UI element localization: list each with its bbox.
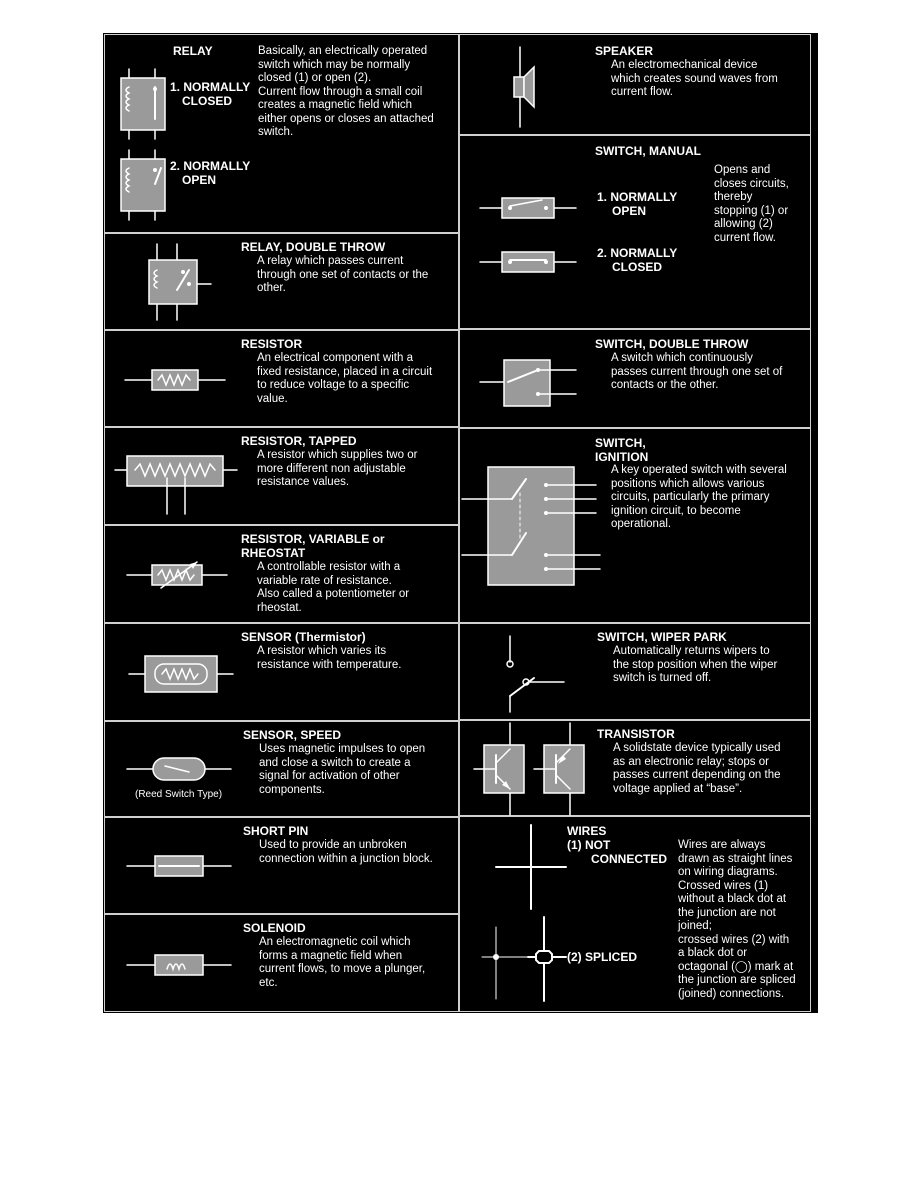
switch-ignition-symbol	[462, 463, 602, 589]
panel-solenoid	[104, 914, 459, 1012]
panel-sensor-speed	[104, 721, 459, 817]
resistor-variable-description: A controllable resistor with a variable rate of resistance. Also called a potentiometer or rheostat.	[257, 561, 410, 614]
sensor-speed-caption: (Reed Switch Type)	[135, 789, 223, 800]
panel-resistor	[104, 330, 459, 427]
panel-transistor	[459, 720, 811, 816]
relay-open-symbol	[115, 150, 165, 220]
switch-manual-closed-label: 2. NORMALLY CLOSED	[597, 246, 678, 274]
resistor-tapped-description: A resistor which supplies two or more different non adjustable resistance values.	[257, 449, 418, 488]
solenoid-symbol	[127, 953, 231, 977]
solenoid-description: An electromagnetic coil which forms a magnetic field when current flows, to move a plunger, etc.	[259, 936, 426, 989]
transistor-description: A solidstate device typically used as an electronic relay; stops or passes current depending on the voltage applied at “base”.	[613, 742, 781, 795]
panel-switch-ignition	[459, 428, 811, 623]
wires-description: Wires are always drawn as straight lines on wiring diagrams. Crossed wires (1) without a black dot at the junction are not joined; crossed wires (2) with a black dot or octagonal (◯) mark at the junction are spliced (joined) connections.	[678, 839, 796, 1000]
relay-open-label: 2. NORMALLY OPEN	[170, 159, 251, 187]
speaker-description: An electromechanical device which creates sound waves from current flow.	[611, 59, 778, 98]
sensor-speed-title: SENSOR, SPEED	[243, 728, 342, 742]
panel-resistor-tapped	[104, 427, 459, 525]
transistor-npn-symbol	[474, 723, 534, 815]
panel-switch-manual	[459, 135, 811, 329]
panel-relay	[104, 34, 459, 233]
switch-normally-closed-symbol	[480, 250, 576, 274]
switch-manual-title: SWITCH, MANUAL	[595, 144, 701, 158]
speaker-symbol	[510, 47, 540, 127]
switch-manual-open-label: 1. NORMALLY OPEN	[597, 190, 678, 218]
panel-relay-double-throw	[104, 233, 459, 330]
switch-wiper-park-title: SWITCH, WIPER PARK	[597, 630, 727, 644]
transistor-pnp-symbol	[534, 723, 594, 815]
speaker-title: SPEAKER	[595, 44, 654, 58]
switch-ignition-description: A key operated switch with several positions which allows various circuits, particularly the primary ignition circuit, to become operational.	[611, 464, 787, 530]
switch-manual-description: Opens and closes circuits, thereby stopping (1) or allowing (2) current flow.	[714, 164, 789, 244]
symbol-reference-sheet	[103, 33, 818, 1013]
relay-double-throw-description: A relay which passes current through one set of contacts or the other.	[257, 255, 429, 294]
panel-switch-wiper-park	[459, 623, 811, 720]
sensor-thermistor-symbol	[129, 654, 233, 694]
switch-wiper-park-symbol	[500, 636, 570, 712]
sensor-speed-symbol	[127, 756, 231, 782]
switch-double-throw-description: A switch which continuously passes current through one set of contacts or the other.	[611, 352, 783, 391]
relay-double-throw-symbol	[143, 244, 213, 320]
relay-closed-label: 1. NORMALLY CLOSED	[170, 80, 251, 108]
resistor-symbol	[125, 368, 225, 392]
panel-switch-double-throw	[459, 329, 811, 428]
panel-sensor-thermistor	[104, 623, 459, 721]
resistor-tapped-symbol	[115, 452, 237, 514]
relay-closed-symbol	[115, 69, 165, 139]
switch-normally-open-symbol	[480, 196, 576, 220]
wires-not-connected-label: (1) NOT CONNECTED	[567, 838, 668, 866]
wires-spliced-label: (2) SPLICED	[567, 950, 638, 964]
short-pin-title: SHORT PIN	[243, 824, 309, 838]
solenoid-title: SOLENOID	[243, 921, 306, 935]
resistor-variable-title: RESISTOR, VARIABLE or RHEOSTAT	[241, 532, 385, 560]
switch-double-throw-symbol	[480, 354, 576, 410]
switch-double-throw-title: SWITCH, DOUBLE THROW	[595, 337, 749, 351]
wires-not-connected-symbol	[496, 825, 566, 909]
short-pin-symbol	[127, 854, 231, 878]
resistor-description: An electrical component with a fixed resistance, placed in a circuit to reduce voltage to a specific value.	[257, 352, 433, 405]
sensor-thermistor-title: SENSOR (Thermistor)	[241, 630, 366, 644]
relay-double-throw-title: RELAY, DOUBLE THROW	[241, 240, 386, 254]
switch-wiper-park-description: Automatically returns wipers to the stop position when the wiper switch is turned off.	[613, 645, 778, 684]
sensor-thermistor-description: A resistor which varies its resistance with temperature.	[257, 645, 402, 671]
sensor-speed-description: Uses magnetic impulses to open and close a switch to create a signal for activation of other components.	[259, 743, 426, 796]
relay-title: RELAY	[173, 44, 213, 58]
switch-ignition-title: SWITCH, IGNITION	[595, 436, 649, 464]
wires-title: WIRES	[567, 824, 607, 838]
resistor-title: RESISTOR	[241, 337, 303, 351]
transistor-title: TRANSISTOR	[597, 727, 675, 741]
panel-wires	[459, 816, 811, 1012]
short-pin-description: Used to provide an unbroken connection within a junction block.	[259, 839, 433, 865]
panel-speaker	[459, 34, 811, 135]
resistor-tapped-title: RESISTOR, TAPPED	[241, 434, 357, 448]
panel-short-pin	[104, 817, 459, 914]
panel-resistor-variable	[104, 525, 459, 623]
relay-description: Basically, an electrically operated switch which may be normally closed (1) or open (2). Current flow through a small coil creates a magnetic field which either opens or closes an attached switch.	[258, 45, 434, 138]
resistor-variable-symbol	[127, 560, 227, 590]
